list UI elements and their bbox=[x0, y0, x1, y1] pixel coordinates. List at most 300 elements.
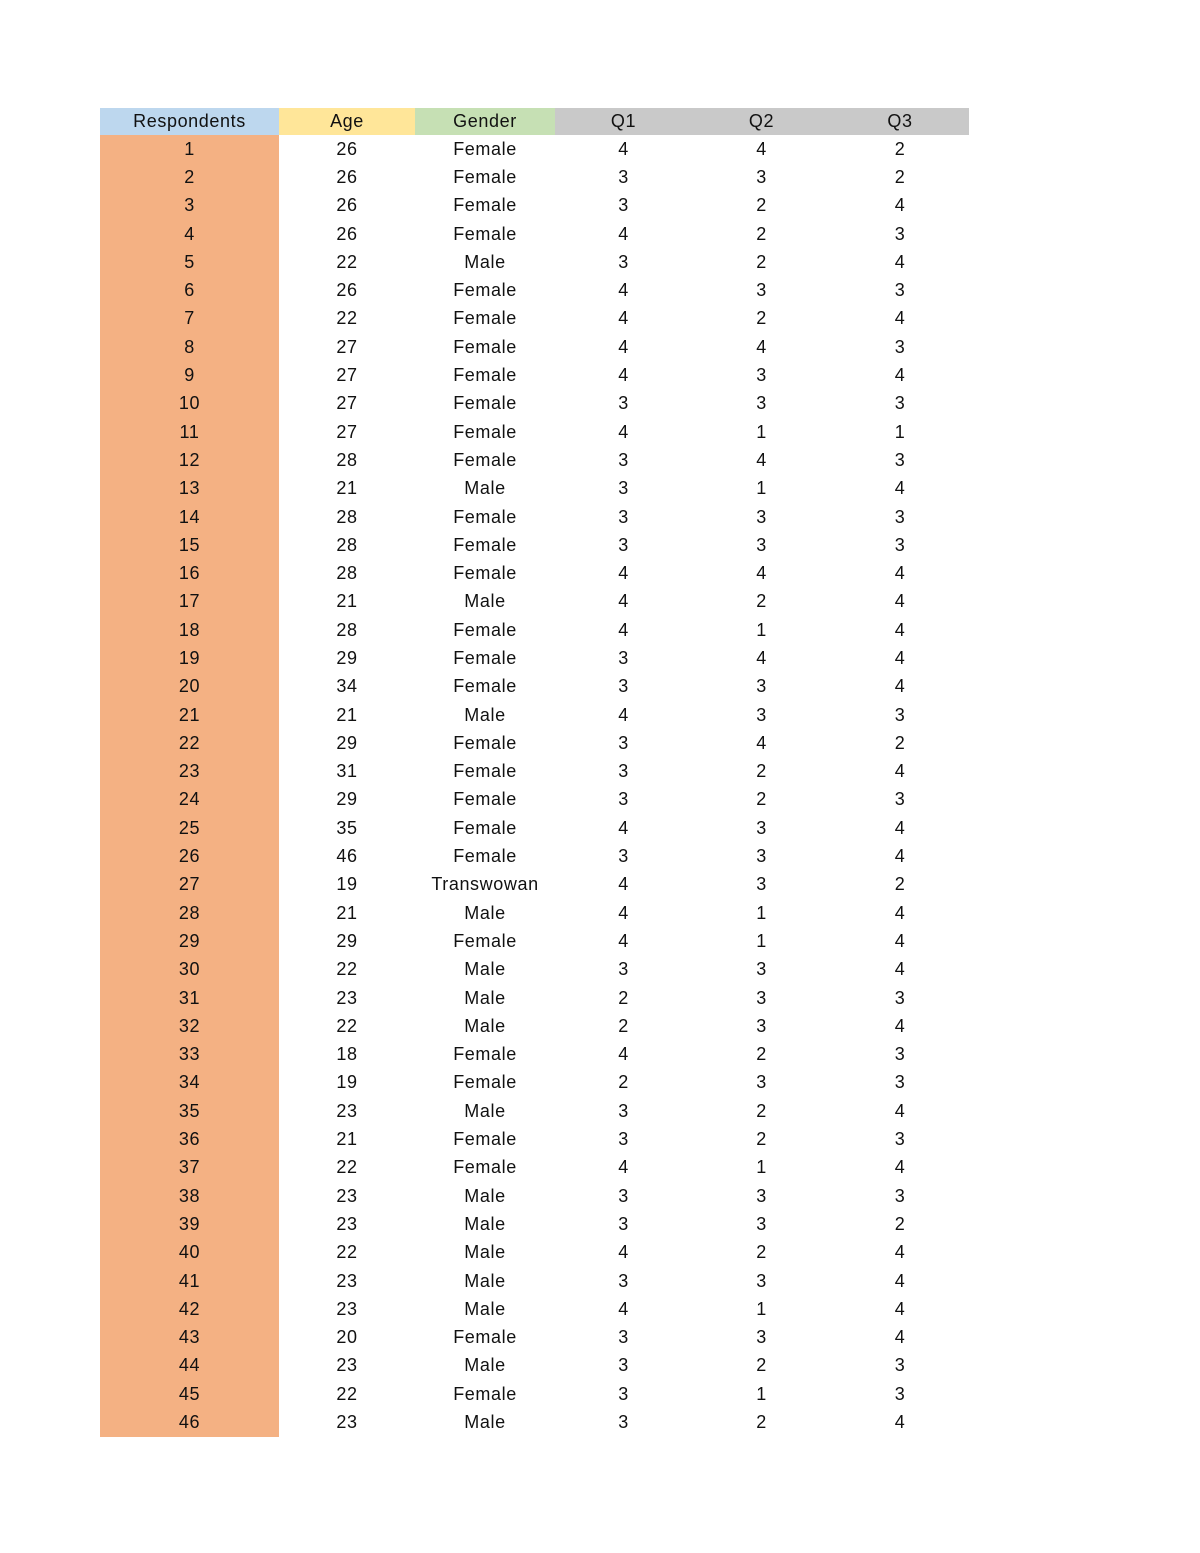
cell-q3: 3 bbox=[894, 336, 906, 357]
cell-q3: 4 bbox=[894, 761, 906, 782]
cell-gender: Male bbox=[464, 902, 506, 923]
cell-respondent: 2 bbox=[100, 163, 279, 191]
cell-gender: Male bbox=[464, 251, 506, 272]
table-row bbox=[100, 956, 969, 984]
cell-q3: 3 bbox=[894, 506, 906, 527]
cell-gender: Female bbox=[453, 1072, 517, 1093]
cell-age: 29 bbox=[336, 930, 358, 951]
cell-q3: 2 bbox=[894, 874, 906, 895]
cell-age: 19 bbox=[336, 1072, 358, 1093]
cell-q1: 3 bbox=[618, 1100, 629, 1121]
table-row bbox=[100, 1154, 969, 1182]
cell-q2: 3 bbox=[756, 166, 767, 187]
cell-q2: 4 bbox=[756, 647, 767, 668]
cell-age: 21 bbox=[336, 591, 358, 612]
cell-gender: Male bbox=[464, 959, 506, 980]
cell-q1: 3 bbox=[618, 1383, 629, 1404]
cell-q1: 4 bbox=[618, 817, 629, 838]
cell-gender: Male bbox=[464, 1412, 506, 1432]
table-row bbox=[100, 418, 969, 446]
cell-q3: 3 bbox=[894, 393, 906, 414]
table-row bbox=[100, 135, 969, 163]
cell-gender: Male bbox=[464, 1270, 506, 1291]
cell-q1: 2 bbox=[618, 987, 629, 1008]
cell-gender: Female bbox=[453, 365, 517, 386]
cell-gender: Female bbox=[453, 534, 517, 555]
cell-gender: Female bbox=[453, 789, 517, 810]
cell-gender: Male bbox=[464, 591, 506, 612]
cell-q3: 4 bbox=[894, 647, 906, 668]
cell-age: 21 bbox=[336, 1129, 358, 1150]
cell-q3: 3 bbox=[894, 1185, 906, 1206]
cell-q3: 4 bbox=[894, 1015, 906, 1036]
cell-q1: 4 bbox=[618, 704, 629, 725]
cell-q1: 3 bbox=[618, 1412, 629, 1432]
cell-age: 27 bbox=[336, 365, 358, 386]
cell-q1: 3 bbox=[618, 195, 629, 216]
cell-gender: Male bbox=[464, 704, 506, 725]
table-row bbox=[100, 1239, 969, 1267]
cell-q3: 4 bbox=[894, 195, 906, 216]
cell-q3: 4 bbox=[894, 1412, 906, 1432]
cell-q1: 3 bbox=[618, 506, 629, 527]
cell-q1: 4 bbox=[618, 336, 629, 357]
cell-respondent: 32 bbox=[100, 1012, 279, 1040]
table-row bbox=[100, 786, 969, 814]
cell-q2: 2 bbox=[756, 1412, 767, 1432]
cell-gender: Female bbox=[453, 336, 517, 357]
cell-q2: 2 bbox=[756, 1355, 767, 1376]
cell-respondent: 9 bbox=[100, 361, 279, 389]
cell-respondent: 15 bbox=[100, 531, 279, 559]
table-row bbox=[100, 1295, 969, 1323]
cell-age: 22 bbox=[336, 251, 358, 272]
table-row bbox=[100, 701, 969, 729]
cell-age: 23 bbox=[336, 1270, 358, 1291]
cell-gender: Female bbox=[453, 506, 517, 527]
table-row bbox=[100, 531, 969, 559]
cell-respondent: 4 bbox=[100, 220, 279, 248]
table-row bbox=[100, 1097, 969, 1125]
survey-table bbox=[100, 108, 969, 1437]
cell-gender: Male bbox=[464, 1242, 506, 1263]
table-row bbox=[100, 1182, 969, 1210]
cell-q3: 2 bbox=[894, 166, 906, 187]
cell-gender: Female bbox=[453, 1327, 517, 1348]
cell-q1: 4 bbox=[618, 619, 629, 640]
cell-q3: 3 bbox=[894, 1129, 906, 1150]
cell-respondent: 10 bbox=[100, 390, 279, 418]
cell-age: 22 bbox=[336, 959, 358, 980]
header-age: Age bbox=[279, 108, 415, 135]
cell-age: 22 bbox=[336, 308, 358, 329]
cell-age: 20 bbox=[336, 1327, 358, 1348]
cell-q1: 3 bbox=[618, 959, 629, 980]
cell-q1: 4 bbox=[618, 365, 629, 386]
table-row bbox=[100, 220, 969, 248]
cell-q1: 3 bbox=[618, 1355, 629, 1376]
cell-age: 23 bbox=[336, 1100, 358, 1121]
table-row bbox=[100, 276, 969, 304]
cell-gender: Female bbox=[453, 421, 517, 442]
cell-q3: 4 bbox=[894, 563, 906, 584]
cell-gender: Female bbox=[453, 1129, 517, 1150]
table-row bbox=[100, 503, 969, 531]
table-row bbox=[100, 1408, 969, 1436]
cell-age: 29 bbox=[336, 732, 358, 753]
cell-gender: Male bbox=[464, 1298, 506, 1319]
cell-q2: 2 bbox=[756, 1242, 767, 1263]
cell-q3: 3 bbox=[894, 534, 906, 555]
cell-gender: Male bbox=[464, 987, 506, 1008]
cell-q1: 3 bbox=[618, 732, 629, 753]
table-row bbox=[100, 758, 969, 786]
cell-respondent: 8 bbox=[100, 333, 279, 361]
cell-q1: 3 bbox=[618, 478, 629, 499]
cell-q3: 4 bbox=[894, 1100, 906, 1121]
cell-q3: 4 bbox=[894, 902, 906, 923]
cell-age: 27 bbox=[336, 336, 358, 357]
cell-q2: 3 bbox=[756, 1270, 767, 1291]
header-respondents: Respondents bbox=[100, 108, 279, 135]
cell-respondent: 21 bbox=[100, 701, 279, 729]
table-row bbox=[100, 248, 969, 276]
table-row bbox=[100, 1352, 969, 1380]
cell-q1: 3 bbox=[618, 761, 629, 782]
cell-gender: Female bbox=[453, 817, 517, 838]
cell-q2: 4 bbox=[756, 732, 767, 753]
header-q1: Q1 bbox=[555, 108, 692, 135]
cell-q3: 3 bbox=[894, 223, 906, 244]
cell-respondent: 11 bbox=[100, 418, 279, 446]
cell-age: 34 bbox=[336, 676, 358, 697]
cell-gender: Female bbox=[453, 280, 517, 301]
cell-age: 22 bbox=[336, 1242, 358, 1263]
cell-gender: Female bbox=[453, 930, 517, 951]
cell-q1: 3 bbox=[618, 647, 629, 668]
cell-age: 31 bbox=[336, 761, 358, 782]
table-row bbox=[100, 361, 969, 389]
cell-age: 27 bbox=[336, 393, 358, 414]
cell-q2: 3 bbox=[756, 1072, 767, 1093]
cell-q1: 3 bbox=[618, 846, 629, 867]
cell-age: 23 bbox=[336, 1355, 358, 1376]
cell-age: 23 bbox=[336, 1185, 358, 1206]
cell-q2: 3 bbox=[756, 704, 767, 725]
header-q3: Q3 bbox=[831, 108, 969, 135]
cell-q2: 2 bbox=[756, 195, 767, 216]
cell-q3: 4 bbox=[894, 817, 906, 838]
cell-q1: 3 bbox=[618, 1270, 629, 1291]
cell-q3: 4 bbox=[894, 478, 906, 499]
cell-respondent: 38 bbox=[100, 1182, 279, 1210]
cell-gender: Female bbox=[453, 1044, 517, 1065]
cell-q2: 3 bbox=[756, 365, 767, 386]
header-q2: Q2 bbox=[692, 108, 831, 135]
table-row bbox=[100, 871, 969, 899]
cell-q2: 3 bbox=[756, 817, 767, 838]
cell-q3: 3 bbox=[894, 789, 906, 810]
cell-age: 28 bbox=[336, 506, 358, 527]
cell-gender: Female bbox=[453, 846, 517, 867]
cell-respondent: 16 bbox=[100, 559, 279, 587]
cell-q1: 4 bbox=[618, 308, 629, 329]
table-row bbox=[100, 305, 969, 333]
cell-age: 23 bbox=[336, 1213, 358, 1234]
table-row bbox=[100, 559, 969, 587]
cell-gender: Female bbox=[453, 761, 517, 782]
cell-q3: 3 bbox=[894, 449, 906, 470]
cell-q3: 4 bbox=[894, 619, 906, 640]
cell-q2: 2 bbox=[756, 251, 767, 272]
cell-respondent: 22 bbox=[100, 729, 279, 757]
cell-q1: 3 bbox=[618, 449, 629, 470]
cell-q3: 3 bbox=[894, 987, 906, 1008]
cell-respondent: 31 bbox=[100, 984, 279, 1012]
cell-gender: Male bbox=[464, 1185, 506, 1206]
cell-respondent: 19 bbox=[100, 644, 279, 672]
cell-q2: 2 bbox=[756, 1044, 767, 1065]
cell-age: 29 bbox=[336, 647, 358, 668]
cell-q2: 4 bbox=[756, 336, 767, 357]
table-row bbox=[100, 984, 969, 1012]
table-row bbox=[100, 644, 969, 672]
cell-q1: 4 bbox=[618, 902, 629, 923]
cell-q3: 3 bbox=[894, 280, 906, 301]
cell-q3: 3 bbox=[894, 1044, 906, 1065]
cell-gender: Male bbox=[464, 1355, 506, 1376]
cell-q2: 2 bbox=[756, 1100, 767, 1121]
cell-age: 21 bbox=[336, 478, 358, 499]
cell-q1: 4 bbox=[618, 1044, 629, 1065]
cell-gender: Female bbox=[453, 166, 517, 187]
cell-q2: 3 bbox=[756, 506, 767, 527]
cell-respondent: 23 bbox=[100, 758, 279, 786]
cell-q1: 3 bbox=[618, 1129, 629, 1150]
cell-gender: Male bbox=[464, 1100, 506, 1121]
table-row bbox=[100, 616, 969, 644]
cell-q3: 4 bbox=[894, 930, 906, 951]
cell-respondent: 45 bbox=[100, 1380, 279, 1408]
cell-gender: Female bbox=[453, 195, 517, 216]
cell-q3: 4 bbox=[894, 251, 906, 272]
cell-respondent: 29 bbox=[100, 927, 279, 955]
cell-respondent: 28 bbox=[100, 899, 279, 927]
cell-q2: 4 bbox=[756, 138, 767, 159]
cell-q2: 1 bbox=[756, 1157, 767, 1178]
cell-q2: 1 bbox=[756, 1298, 767, 1319]
cell-q2: 3 bbox=[756, 280, 767, 301]
cell-age: 27 bbox=[336, 421, 358, 442]
cell-q2: 1 bbox=[756, 930, 767, 951]
cell-q3: 4 bbox=[894, 1242, 906, 1263]
cell-q1: 4 bbox=[618, 223, 629, 244]
cell-q2: 1 bbox=[756, 478, 767, 499]
cell-respondent: 37 bbox=[100, 1154, 279, 1182]
cell-age: 21 bbox=[336, 902, 358, 923]
cell-gender: Female bbox=[453, 138, 517, 159]
cell-q3: 4 bbox=[894, 1298, 906, 1319]
cell-gender: Female bbox=[453, 619, 517, 640]
cell-age: 18 bbox=[336, 1044, 358, 1065]
cell-q1: 3 bbox=[618, 1213, 629, 1234]
cell-q3: 4 bbox=[894, 846, 906, 867]
cell-respondent: 44 bbox=[100, 1352, 279, 1380]
cell-respondent: 5 bbox=[100, 248, 279, 276]
cell-q3: 4 bbox=[894, 676, 906, 697]
cell-age: 28 bbox=[336, 619, 358, 640]
cell-respondent: 17 bbox=[100, 588, 279, 616]
cell-q2: 2 bbox=[756, 223, 767, 244]
cell-respondent: 35 bbox=[100, 1097, 279, 1125]
table-body bbox=[100, 135, 969, 1437]
cell-q1: 2 bbox=[618, 1015, 629, 1036]
header-row bbox=[100, 108, 969, 135]
cell-age: 28 bbox=[336, 563, 358, 584]
cell-q3: 4 bbox=[894, 1327, 906, 1348]
cell-respondent: 13 bbox=[100, 475, 279, 503]
cell-respondent: 41 bbox=[100, 1267, 279, 1295]
table-row bbox=[100, 1323, 969, 1351]
table-row bbox=[100, 163, 969, 191]
cell-respondent: 7 bbox=[100, 305, 279, 333]
cell-age: 46 bbox=[336, 846, 358, 867]
cell-q1: 4 bbox=[618, 591, 629, 612]
table-row bbox=[100, 390, 969, 418]
cell-age: 23 bbox=[336, 1298, 358, 1319]
cell-q2: 1 bbox=[756, 902, 767, 923]
cell-q3: 3 bbox=[894, 704, 906, 725]
cell-q1: 3 bbox=[618, 166, 629, 187]
cell-q1: 4 bbox=[618, 1242, 629, 1263]
table-row bbox=[100, 1041, 969, 1069]
cell-q3: 2 bbox=[894, 1213, 906, 1234]
cell-q2: 4 bbox=[756, 563, 767, 584]
cell-age: 26 bbox=[336, 166, 358, 187]
cell-q3: 4 bbox=[894, 1157, 906, 1178]
table-row bbox=[100, 1012, 969, 1040]
cell-q2: 3 bbox=[756, 846, 767, 867]
cell-age: 28 bbox=[336, 534, 358, 555]
cell-q2: 4 bbox=[756, 449, 767, 470]
cell-respondent: 30 bbox=[100, 956, 279, 984]
cell-age: 23 bbox=[336, 1412, 358, 1432]
table-row bbox=[100, 1380, 969, 1408]
table-row bbox=[100, 673, 969, 701]
cell-q3: 4 bbox=[894, 591, 906, 612]
cell-gender: Female bbox=[453, 223, 517, 244]
table-row bbox=[100, 927, 969, 955]
cell-q3: 4 bbox=[894, 959, 906, 980]
cell-gender: Male bbox=[464, 1015, 506, 1036]
cell-q1: 4 bbox=[618, 280, 629, 301]
cell-respondent: 1 bbox=[100, 135, 279, 163]
cell-q1: 4 bbox=[618, 874, 629, 895]
cell-q2: 3 bbox=[756, 959, 767, 980]
cell-q1: 3 bbox=[618, 676, 629, 697]
table-row bbox=[100, 1210, 969, 1238]
table-row bbox=[100, 729, 969, 757]
cell-gender: Male bbox=[464, 1213, 506, 1234]
cell-q1: 3 bbox=[618, 251, 629, 272]
table-row bbox=[100, 1125, 969, 1153]
cell-respondent: 12 bbox=[100, 446, 279, 474]
cell-respondent: 18 bbox=[100, 616, 279, 644]
cell-q3: 3 bbox=[894, 1072, 906, 1093]
cell-gender: Female bbox=[453, 732, 517, 753]
cell-q2: 2 bbox=[756, 761, 767, 782]
cell-respondent: 24 bbox=[100, 786, 279, 814]
cell-respondent: 14 bbox=[100, 503, 279, 531]
cell-respondent: 42 bbox=[100, 1295, 279, 1323]
cell-q3: 4 bbox=[894, 365, 906, 386]
cell-gender: Male bbox=[464, 478, 506, 499]
cell-respondent: 3 bbox=[100, 192, 279, 220]
cell-gender: Female bbox=[453, 308, 517, 329]
cell-respondent: 34 bbox=[100, 1069, 279, 1097]
cell-q1: 4 bbox=[618, 138, 629, 159]
cell-respondent: 33 bbox=[100, 1041, 279, 1069]
table-row bbox=[100, 842, 969, 870]
cell-q2: 3 bbox=[756, 1327, 767, 1348]
cell-q2: 2 bbox=[756, 308, 767, 329]
cell-age: 26 bbox=[336, 223, 358, 244]
cell-age: 23 bbox=[336, 987, 358, 1008]
cell-age: 19 bbox=[336, 874, 358, 895]
cell-q2: 3 bbox=[756, 987, 767, 1008]
cell-q2: 2 bbox=[756, 789, 767, 810]
cell-q2: 3 bbox=[756, 676, 767, 697]
cell-respondent: 20 bbox=[100, 673, 279, 701]
table-row bbox=[100, 475, 969, 503]
cell-q1: 4 bbox=[618, 563, 629, 584]
cell-q3: 4 bbox=[894, 1270, 906, 1291]
cell-age: 35 bbox=[336, 817, 358, 838]
cell-q2: 1 bbox=[756, 1383, 767, 1404]
cell-q1: 3 bbox=[618, 1327, 629, 1348]
cell-gender: Female bbox=[453, 563, 517, 584]
cell-respondent: 25 bbox=[100, 814, 279, 842]
cell-respondent: 36 bbox=[100, 1125, 279, 1153]
cell-q2: 3 bbox=[756, 1185, 767, 1206]
cell-q2: 3 bbox=[756, 393, 767, 414]
cell-age: 22 bbox=[336, 1157, 358, 1178]
cell-respondent: 43 bbox=[100, 1323, 279, 1351]
cell-respondent: 26 bbox=[100, 842, 279, 870]
cell-gender: Female bbox=[453, 449, 517, 470]
cell-gender: Female bbox=[453, 647, 517, 668]
table-row bbox=[100, 192, 969, 220]
cell-age: 21 bbox=[336, 704, 358, 725]
cell-age: 28 bbox=[336, 449, 358, 470]
cell-q2: 2 bbox=[756, 591, 767, 612]
cell-q1: 3 bbox=[618, 1185, 629, 1206]
table-row bbox=[100, 814, 969, 842]
cell-age: 26 bbox=[336, 138, 358, 159]
cell-q1: 3 bbox=[618, 393, 629, 414]
cell-gender: Female bbox=[453, 393, 517, 414]
table-row bbox=[100, 1267, 969, 1295]
cell-respondent: 40 bbox=[100, 1239, 279, 1267]
cell-q2: 1 bbox=[756, 619, 767, 640]
cell-respondent: 27 bbox=[100, 871, 279, 899]
cell-respondent: 46 bbox=[100, 1408, 279, 1436]
cell-respondent: 6 bbox=[100, 276, 279, 304]
header-gender: Gender bbox=[415, 108, 555, 135]
cell-q1: 4 bbox=[618, 421, 629, 442]
cell-gender: Female bbox=[453, 1383, 517, 1404]
cell-age: 26 bbox=[336, 195, 358, 216]
